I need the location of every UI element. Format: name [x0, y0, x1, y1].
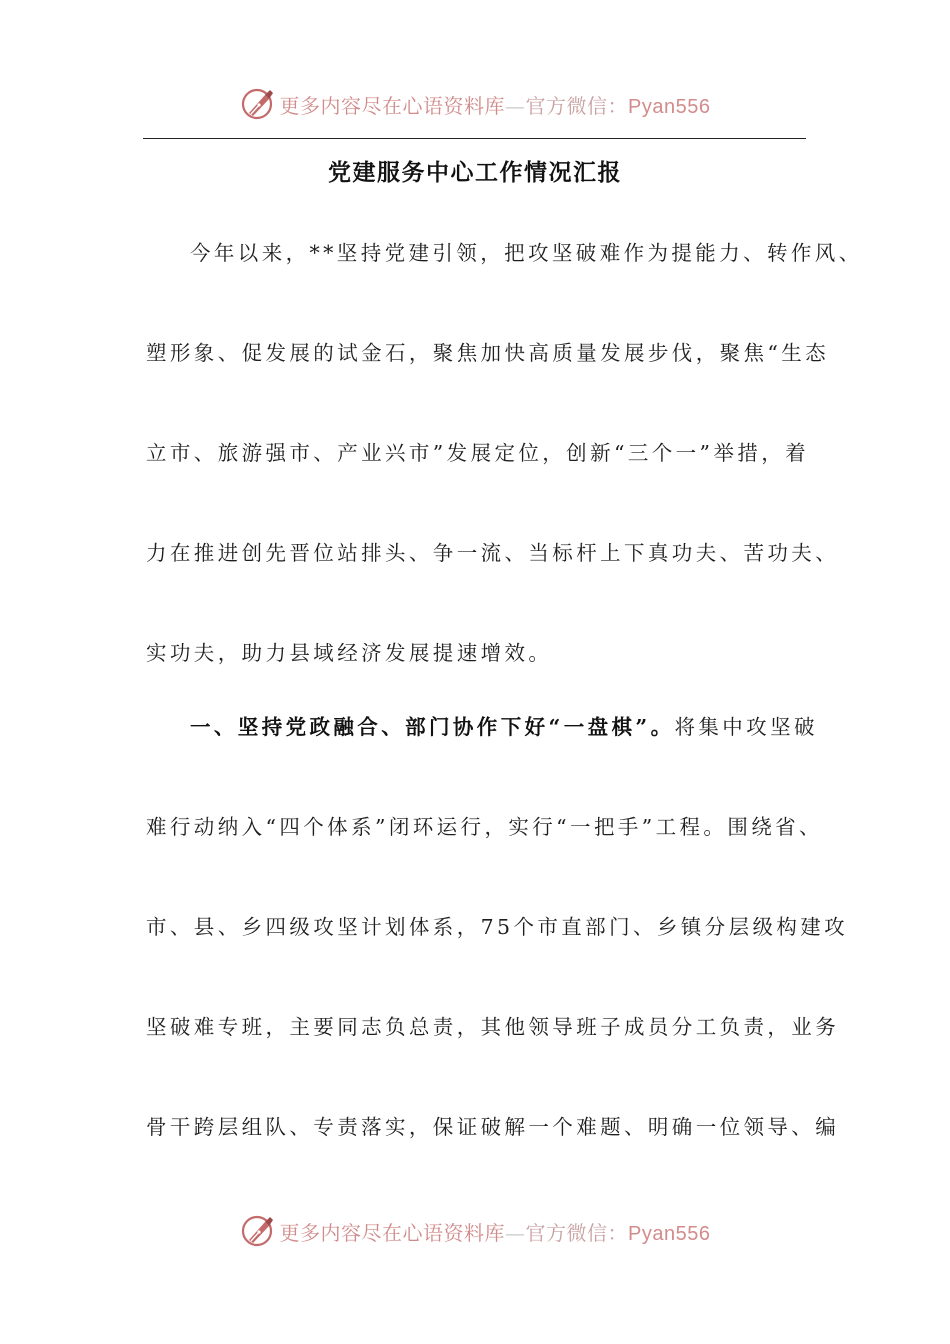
paragraph-line: 骨干跨层组队、专责落实，保证破解一个难题、明确一位领导、编 [146, 1115, 840, 1139]
section-one-lead-text: 将集中攻坚破 [674, 715, 818, 739]
footer-wechat-id: Pyan556 [628, 1222, 711, 1245]
paragraph-line: 塑形象、促发展的试金石，聚焦加快高质量发展步伐，聚焦“生态 [146, 341, 830, 365]
paragraph-line: 今年以来，**坚持党建引领，把攻坚破难作为提能力、转作风、 [190, 241, 863, 265]
header-library-text: 更多内容尽在心语资料库 [279, 93, 506, 118]
paragraph-line: 难行动纳入“四个体系”闭环运行，实行“一把手”工程。围绕省、 [146, 815, 823, 839]
header-wechat-id: Pyan556 [628, 95, 711, 118]
header-wechat-label: 官方微信： [525, 93, 629, 118]
fountain-pen-logo-icon [240, 1213, 276, 1249]
footer-banner [0, 1209, 950, 1253]
document-title: 党建服务中心工作情况汇报 [328, 159, 622, 186]
paragraph-line: 坚破难专班，主要同志负总责，其他领导班子成员分工负责，业务 [146, 1015, 840, 1039]
paragraph-line: 立市、旅游强市、产业兴市”发展定位，创新“三个一”举措，着 [146, 441, 810, 465]
footer-wechat-label: 官方微信： [525, 1220, 629, 1245]
header-divider [143, 138, 806, 139]
footer-separator: — [505, 1220, 526, 1245]
fountain-pen-logo-icon [240, 86, 276, 122]
section-one-heading: 一、坚持党政融合、部门协作下好“一盘棋”。 [190, 715, 675, 739]
section-one-lead [146, 710, 826, 740]
footer-banner-text [280, 1217, 711, 1246]
header-separator: — [505, 93, 526, 118]
header-banner-text [280, 90, 711, 119]
header-banner [0, 82, 950, 126]
paragraph-line: 力在推进创先晋位站排头、争一流、当标杆上下真功夫、苦功夫、 [146, 541, 840, 565]
paragraph-line: 市、县、乡四级攻坚计划体系，75个市直部门、乡镇分层级构建攻 [146, 915, 849, 939]
paragraph-line: 实功夫，助力县域经济发展提速增效。 [146, 641, 553, 665]
footer-library-text: 更多内容尽在心语资料库 [279, 1220, 506, 1245]
